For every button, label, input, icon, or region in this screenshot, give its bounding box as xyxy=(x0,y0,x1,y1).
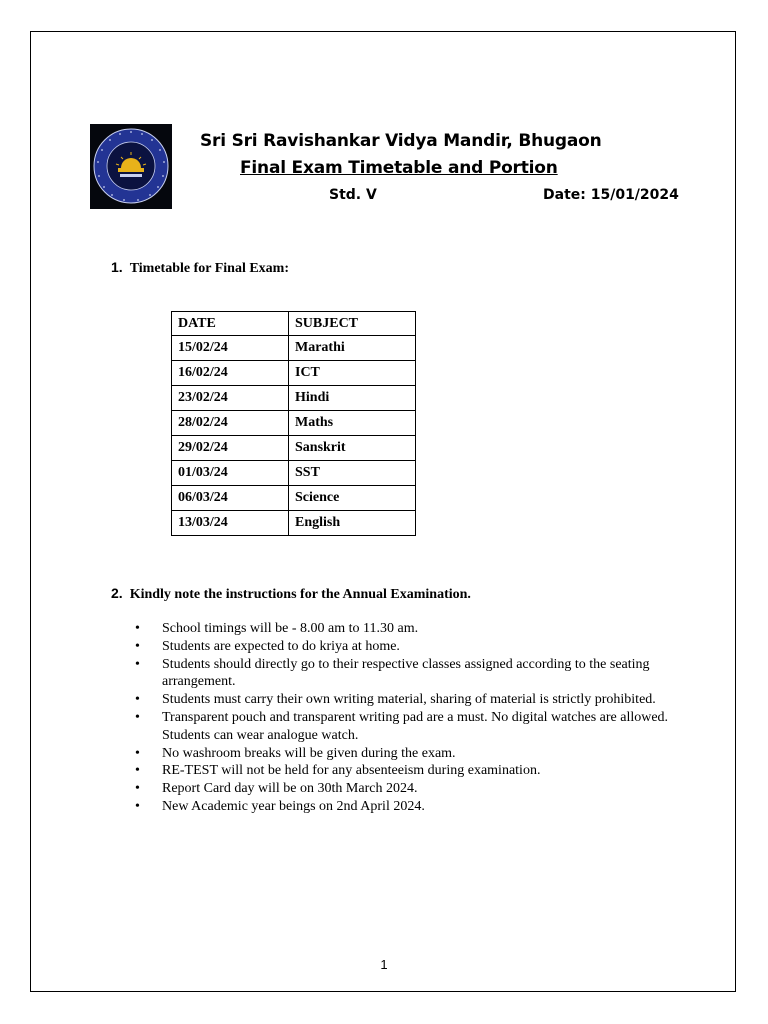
page-number: 1 xyxy=(380,957,388,972)
exam-subject: SST xyxy=(289,461,416,486)
list-item xyxy=(135,691,672,709)
instruction-text: Students should directly go to their respective classes assigned according to the seating arrangement. xyxy=(162,656,650,690)
exam-subject: Marathi xyxy=(289,336,416,361)
table-row xyxy=(172,336,416,361)
exam-date: 01/03/24 xyxy=(172,461,289,486)
exam-timetable xyxy=(171,311,416,536)
list-item xyxy=(135,620,672,638)
table-row xyxy=(172,511,416,536)
exam-date: 16/02/24 xyxy=(172,361,289,386)
instruction-text: Transparent pouch and transparent writing pad are a must. No digital watches are allowed. Students can wear analogue watch. xyxy=(162,709,669,743)
exam-date: 06/03/24 xyxy=(172,486,289,511)
bullet-icon: • xyxy=(135,781,140,797)
exam-date: 15/02/24 xyxy=(172,336,289,361)
document-date: Date: 15/01/2024 xyxy=(543,187,679,203)
exam-date: 28/02/24 xyxy=(172,411,289,436)
table-header-row xyxy=(172,312,416,336)
school-crest-icon xyxy=(90,124,172,209)
column-header-subject: SUBJECT xyxy=(289,312,416,336)
instructions-list xyxy=(135,620,672,816)
exam-date: 13/03/24 xyxy=(172,511,289,536)
instruction-text: RE-TEST will not be held for any absenteeism during examination. xyxy=(162,763,541,779)
instruction-text: Report Card day will be on 30th March 2024. xyxy=(162,781,418,797)
section-1-heading-text: Timetable for Final Exam: xyxy=(129,261,289,276)
instruction-text: No washroom breaks will be given during the exam. xyxy=(162,745,456,761)
list-item xyxy=(135,709,672,745)
bullet-icon: • xyxy=(135,692,140,708)
bullet-icon: • xyxy=(135,763,140,779)
list-item xyxy=(135,745,672,763)
list-item xyxy=(135,798,672,816)
section-2-heading xyxy=(111,585,471,603)
exam-subject: Sanskrit xyxy=(289,436,416,461)
table-row xyxy=(172,386,416,411)
section-2-number: 2. xyxy=(111,585,123,601)
exam-subject: ICT xyxy=(289,361,416,386)
exam-date: 23/02/24 xyxy=(172,386,289,411)
bullet-icon: • xyxy=(135,638,140,654)
list-item xyxy=(135,656,672,692)
instruction-text: Students must carry their own writing material, sharing of material is strictly prohibited. xyxy=(162,692,656,708)
bullet-icon: • xyxy=(135,621,140,636)
section-1-heading xyxy=(111,259,289,277)
column-header-date: DATE xyxy=(172,312,289,336)
exam-subject: English xyxy=(289,511,416,536)
standard-label: Std. V xyxy=(329,187,377,203)
table-row xyxy=(172,411,416,436)
instruction-text: Students are expected to do kriya at home. xyxy=(162,638,400,654)
table-row xyxy=(172,461,416,486)
exam-date: 29/02/24 xyxy=(172,436,289,461)
instruction-text: New Academic year beings on 2nd April 2024. xyxy=(162,798,425,814)
list-item xyxy=(135,638,672,656)
exam-subject: Hindi xyxy=(289,386,416,411)
section-2-heading-text: Kindly note the instructions for the Annual Examination. xyxy=(129,587,471,602)
bullet-icon: • xyxy=(135,656,140,672)
table-row xyxy=(172,486,416,511)
bullet-icon: • xyxy=(135,745,140,761)
bullet-icon: • xyxy=(135,709,140,725)
instruction-text: School timings will be - 8.00 am to 11.30 am. xyxy=(162,621,419,636)
bullet-icon: • xyxy=(135,798,140,814)
list-item xyxy=(135,762,672,780)
table-row xyxy=(172,361,416,386)
section-1-number: 1. xyxy=(111,259,123,275)
list-item xyxy=(135,780,672,798)
document-title: Final Exam Timetable and Portion xyxy=(240,158,558,178)
exam-subject: Maths xyxy=(289,411,416,436)
table-row xyxy=(172,436,416,461)
school-logo xyxy=(90,124,172,209)
school-name: Sri Sri Ravishankar Vidya Mandir, Bhugaon xyxy=(200,131,602,151)
exam-subject: Science xyxy=(289,486,416,511)
